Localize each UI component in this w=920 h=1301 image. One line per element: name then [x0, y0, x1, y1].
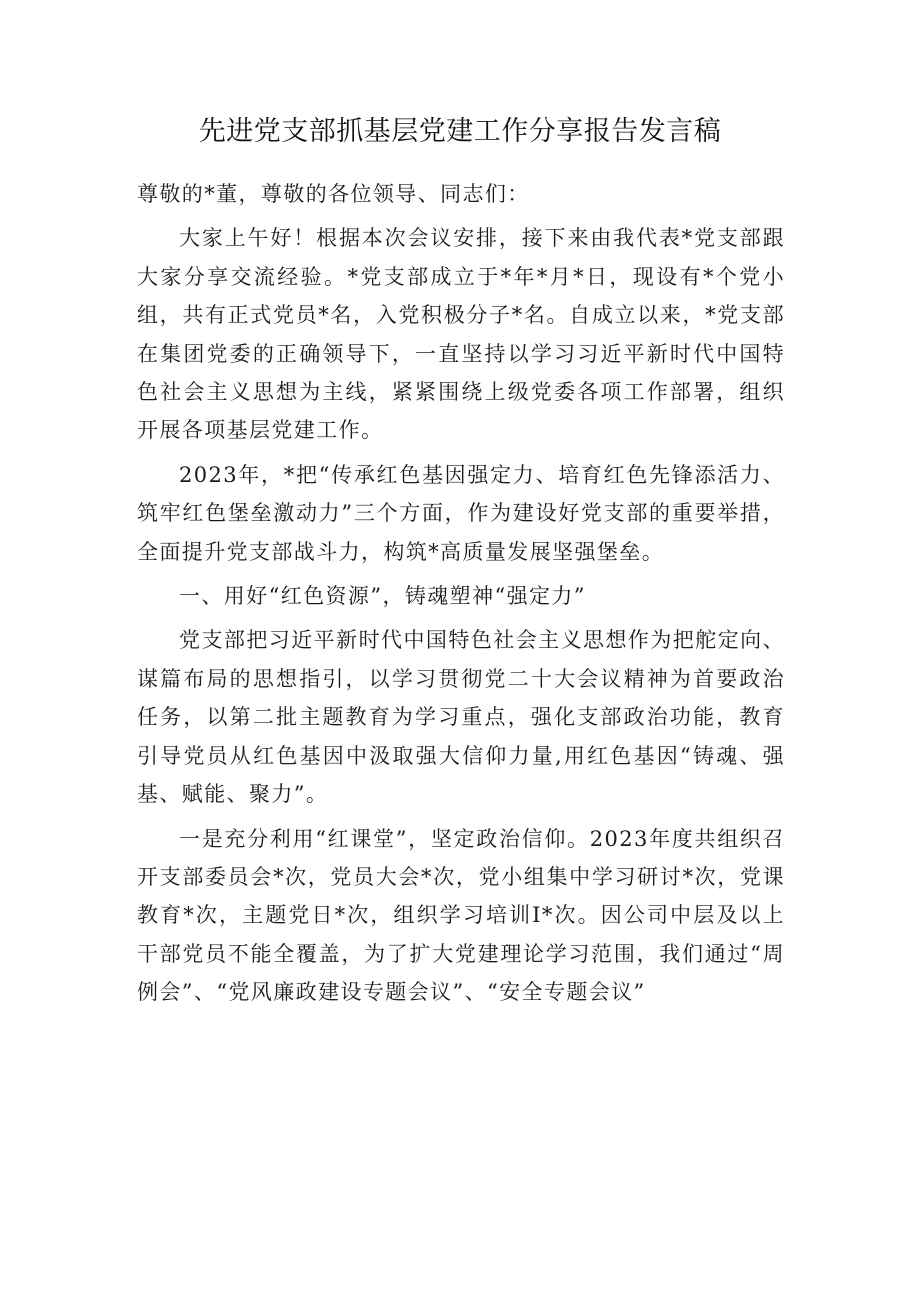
document-body [137, 175, 785, 1018]
opening-paragraph: 大家上午好！根据本次会议安排，接下来由我代表*党支部跟大家分享交流经验。*党支部成立于*年*月*日，现设有*个党小组，共有正式党员*名，入党积极分子*名。自成立以来，*党支部在集团党委的正确领导下，一直坚持以学习习近平新时代中国特色社会主义思想为主线，紧紧围绕上级党委各项工作部署，组织开展各项基层党建工作。 [137, 226, 785, 443]
summary-paragraph: 2023年，*把“传承红色基因强定力、培育红色先锋添活力、筑牢红色堡垒激动力”三个方面，作为建设好党支部的重要举措，全面提升党支部战斗力，构筑*高质量发展坚强堡垒。 [137, 462, 785, 564]
section-paragraph: 党支部把习近平新时代中国特色社会主义思想作为把舵定向、谋篇布局的思想指引，以学习贯彻党二十大会议精神为首要政治任务，以第二批主题教育为学习重点，强化支部政治功能，教育引导党员从红色基因中汲取强大信仰力量,用红色基因“铸魂、强基、赋能、聚力”。 [137, 628, 785, 807]
salutation-paragraph: 尊敬的*董，尊敬的各位领导、同志们： [137, 182, 530, 206]
document-title: 先进党支部抓基层党建工作分享报告发言稿 [198, 116, 722, 147]
detail-paragraph: 一是充分利用“红课堂”，坚定政治信仰。2023年度共组织召开支部委员会*次，党员大会*次，党小组集中学习研讨*次，党课教育*次，主题党日*次，组织学习培训I*次。因公司中层及以上干部党员不能全覆盖，为了扩大党建理论学习范围，我们通过“周例会”、“党风廉政建设专题会议”、“安全专题会议” [137, 826, 785, 1005]
section-heading: 一、用好“红色资源”，铸魂塑神“强定力” [179, 584, 586, 609]
